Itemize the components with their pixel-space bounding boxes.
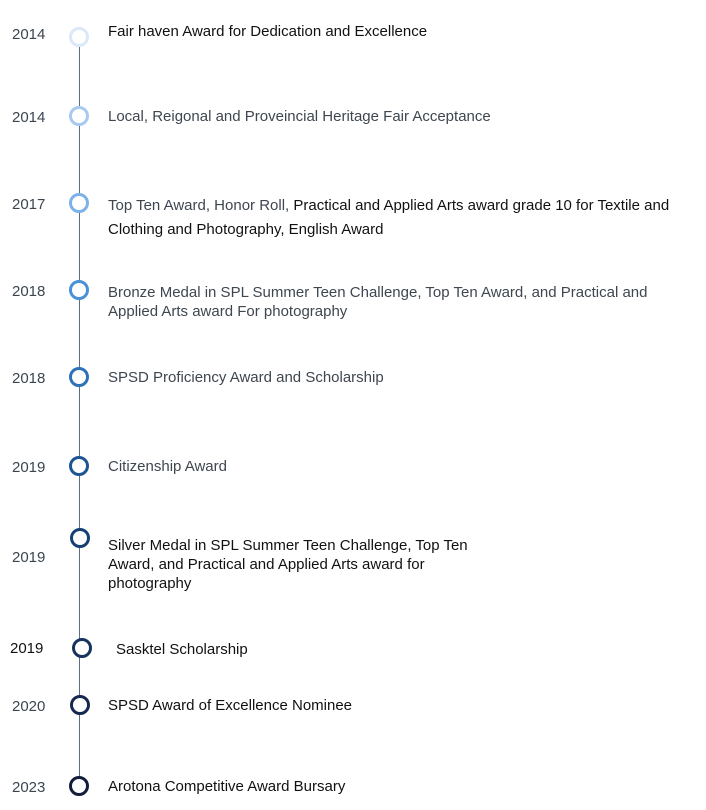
award-text: Bronze Medal in SPL Summer Teen Challenge, Top Ten Award, and Practical and Applied Arts award For photography <box>108 284 648 320</box>
timeline-year: 2019 <box>10 640 44 657</box>
award-text: Citizenship Award <box>108 458 227 475</box>
timeline-node <box>69 193 89 213</box>
award-text: Arotona Competitive Award Bursary <box>108 778 346 795</box>
timeline-node <box>70 695 90 715</box>
timeline-year: 2014 <box>12 26 46 43</box>
timeline-node <box>69 280 89 300</box>
timeline-year: 2019 <box>12 549 46 566</box>
award-text: Silver Medal in SPL Summer Teen Challenge, Top Ten Award, and Practical and Applied Arts award for photography <box>108 537 468 592</box>
award-text: SPSD Proficiency Award and Scholarship <box>108 369 384 386</box>
timeline-year: 2017 <box>12 196 46 213</box>
award-text: Local, Reigonal and Proveincial Heritage Fair Acceptance <box>108 108 491 125</box>
award-text: SPSD Award of Excellence Nominee <box>108 697 353 714</box>
award-text <box>108 194 702 242</box>
timeline-node <box>69 27 89 47</box>
timeline-node <box>72 638 92 658</box>
timeline-year: 2019 <box>12 459 46 476</box>
timeline-node <box>69 776 89 796</box>
timeline-node <box>69 456 89 476</box>
award-text-part: Practical and Applied Arts award grade 10 for Textile and Clothing and Photography, English Award <box>108 197 670 238</box>
timeline-year: 2020 <box>12 698 46 715</box>
award-text: Fair haven Award for Dedication and Excellence <box>108 23 428 40</box>
timeline-year: 2014 <box>12 109 46 126</box>
timeline-node <box>69 367 89 387</box>
timeline-node <box>69 106 89 126</box>
timeline-year: 2018 <box>12 370 46 387</box>
timeline-year: 2023 <box>12 779 46 796</box>
timeline-year: 2018 <box>12 283 46 300</box>
award-text: Sasktel Scholarship <box>116 641 248 658</box>
timeline-node <box>70 528 90 548</box>
timeline-line <box>79 44 80 784</box>
award-text-part: Top Ten Award, Honor Roll, <box>108 197 290 214</box>
